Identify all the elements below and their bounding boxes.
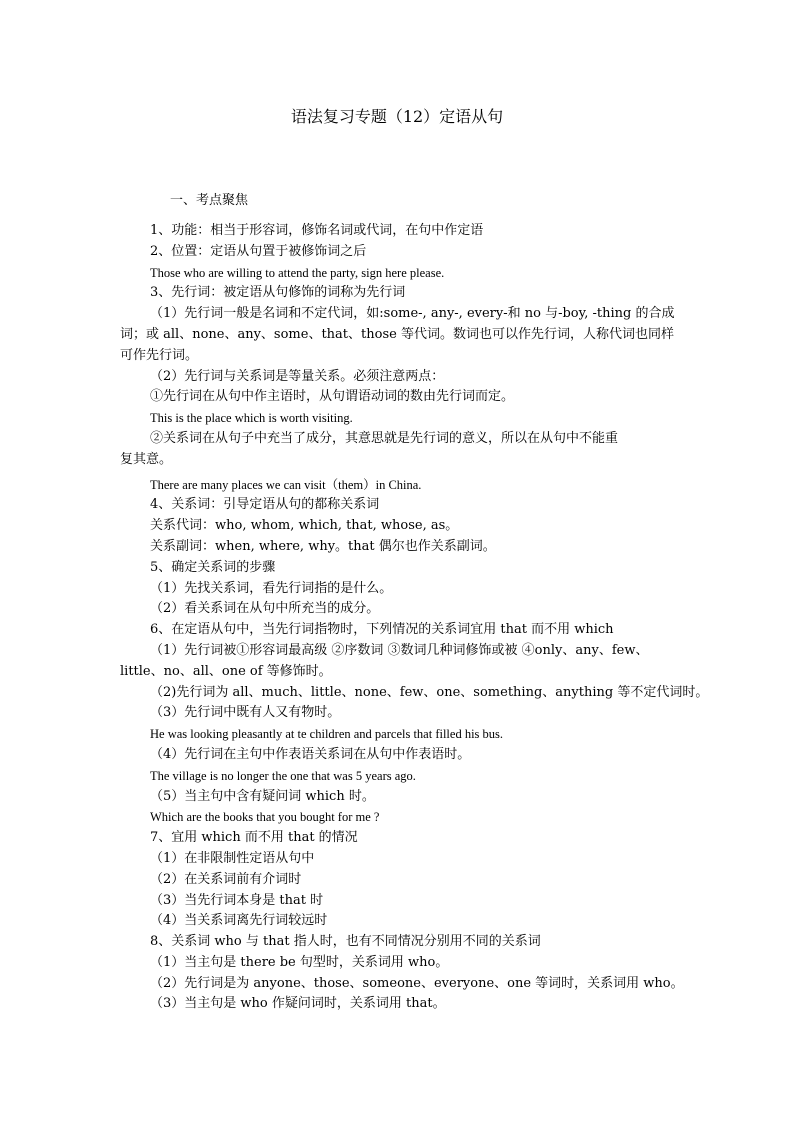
example-sentence: The village is no longer the one that was 5 years ago. [150, 768, 416, 783]
paragraph-line: （5）当主句中含有疑问词 which 时。 [150, 788, 375, 804]
paragraph-line: little、no、all、one of 等修饰时。 [120, 663, 332, 679]
point-that-not-which: 6、在定语从句中，当先行词指物时，下列情况的关系词宜用 that 而不用 which [150, 622, 614, 638]
section-heading: 一、考点聚焦 [170, 193, 249, 208]
point-function: 1、功能：相当于形容词，修饰名词或代词，在句中作定语 [150, 223, 484, 238]
paragraph-line: （2）先行词是为 anyone、those、someone、everyone、one 等词时，关系词用 who。 [150, 975, 684, 991]
point-steps: 5、确定关系词的步骤 [150, 559, 276, 575]
paragraph-line: 关系代词：who, whom, which, that, whose, as。 [150, 518, 459, 534]
paragraph-line: 词；或 all、none、any、some、that、those 等代词。数词也可以作先行词，人称代词也同样 [120, 326, 674, 342]
point-which-not-that: 7、宜用 which 而不用 that 的情况 [150, 830, 358, 846]
paragraph-line: ②关系词在从句子中充当了成分，其意思就是先行词的意义，所以在从句中不能重 [150, 430, 619, 446]
point-antecedent: 3、先行词：被定语从句修饰的词称为先行词 [150, 285, 406, 301]
paragraph-line: （3）当先行词本身是 that 时 [150, 892, 324, 908]
paragraph-line: （3）先行词中既有人又有物时。 [150, 705, 341, 721]
paragraph-line: （4）当关系词离先行词较远时 [150, 913, 328, 929]
point-who-vs-that: 8、关系词 who 与 that 指人时，也有不同情况分别用不同的关系词 [150, 934, 541, 950]
page-title: 语法复习专题（12）定语从句 [290, 107, 504, 126]
paragraph-line: （1）先行词被①形容词最高级 ②序数词 ③数词几种词修饰或被 ④only、any、few、 [150, 642, 649, 658]
paragraph-line: （2）在关系词前有介词时 [150, 871, 302, 887]
point-position: 2、位置：定语从句置于被修饰词之后 [150, 243, 367, 259]
example-sentence: This is the place which is worth visiting. [150, 411, 353, 426]
paragraph-line: 复其意。 [120, 451, 173, 467]
paragraph-line: （1）在非限制性定语从句中 [150, 850, 315, 866]
example-sentence: There are many places we can visit（them）in China. [150, 477, 422, 492]
paragraph-line: 可作先行词。 [120, 347, 199, 363]
example-sentence: He was looking pleasantly at te children and parcels that filled his bus. [150, 727, 504, 742]
paragraph-line: （2）先行词与关系词是等量关系。必须注意两点： [150, 368, 445, 384]
paragraph-line: （2）看关系词在从句中所充当的成分。 [150, 601, 380, 617]
paragraph-line: （4）先行词在主句中作表语关系词在从句中作表语时。 [150, 746, 471, 762]
paragraph-line: （1）当主句是 there be 句型时，关系词用 who。 [150, 954, 449, 970]
paragraph-line: （2)先行词为 all、much、little、none、few、one、something、anything 等不定代词时。 [150, 684, 709, 700]
example-sentence: Which are the books that you bought for me ? [150, 810, 380, 825]
point-relative-words: 4、关系词：引导定语从句的都称关系词 [150, 497, 380, 513]
paragraph-line: （1）先行词一般是名词和不定代词，如:some-, any-, every-和 no 与-boy, -thing 的合成 [150, 306, 675, 322]
paragraph-line: （1）先找关系词，看先行词指的是什么。 [150, 580, 393, 596]
paragraph-line: 关系副词：when, where, why。that 偶尔也作关系副词。 [150, 538, 496, 554]
paragraph-line: （3）当主句是 who 作疑问词时，关系词用 that。 [150, 996, 446, 1012]
document-body [120, 221, 709, 1015]
example-sentence: Those who are willing to attend the party, sign here please. [150, 265, 445, 280]
paragraph-line: ①先行词在从句中作主语时，从句谓语动词的数由先行词而定。 [150, 389, 515, 405]
